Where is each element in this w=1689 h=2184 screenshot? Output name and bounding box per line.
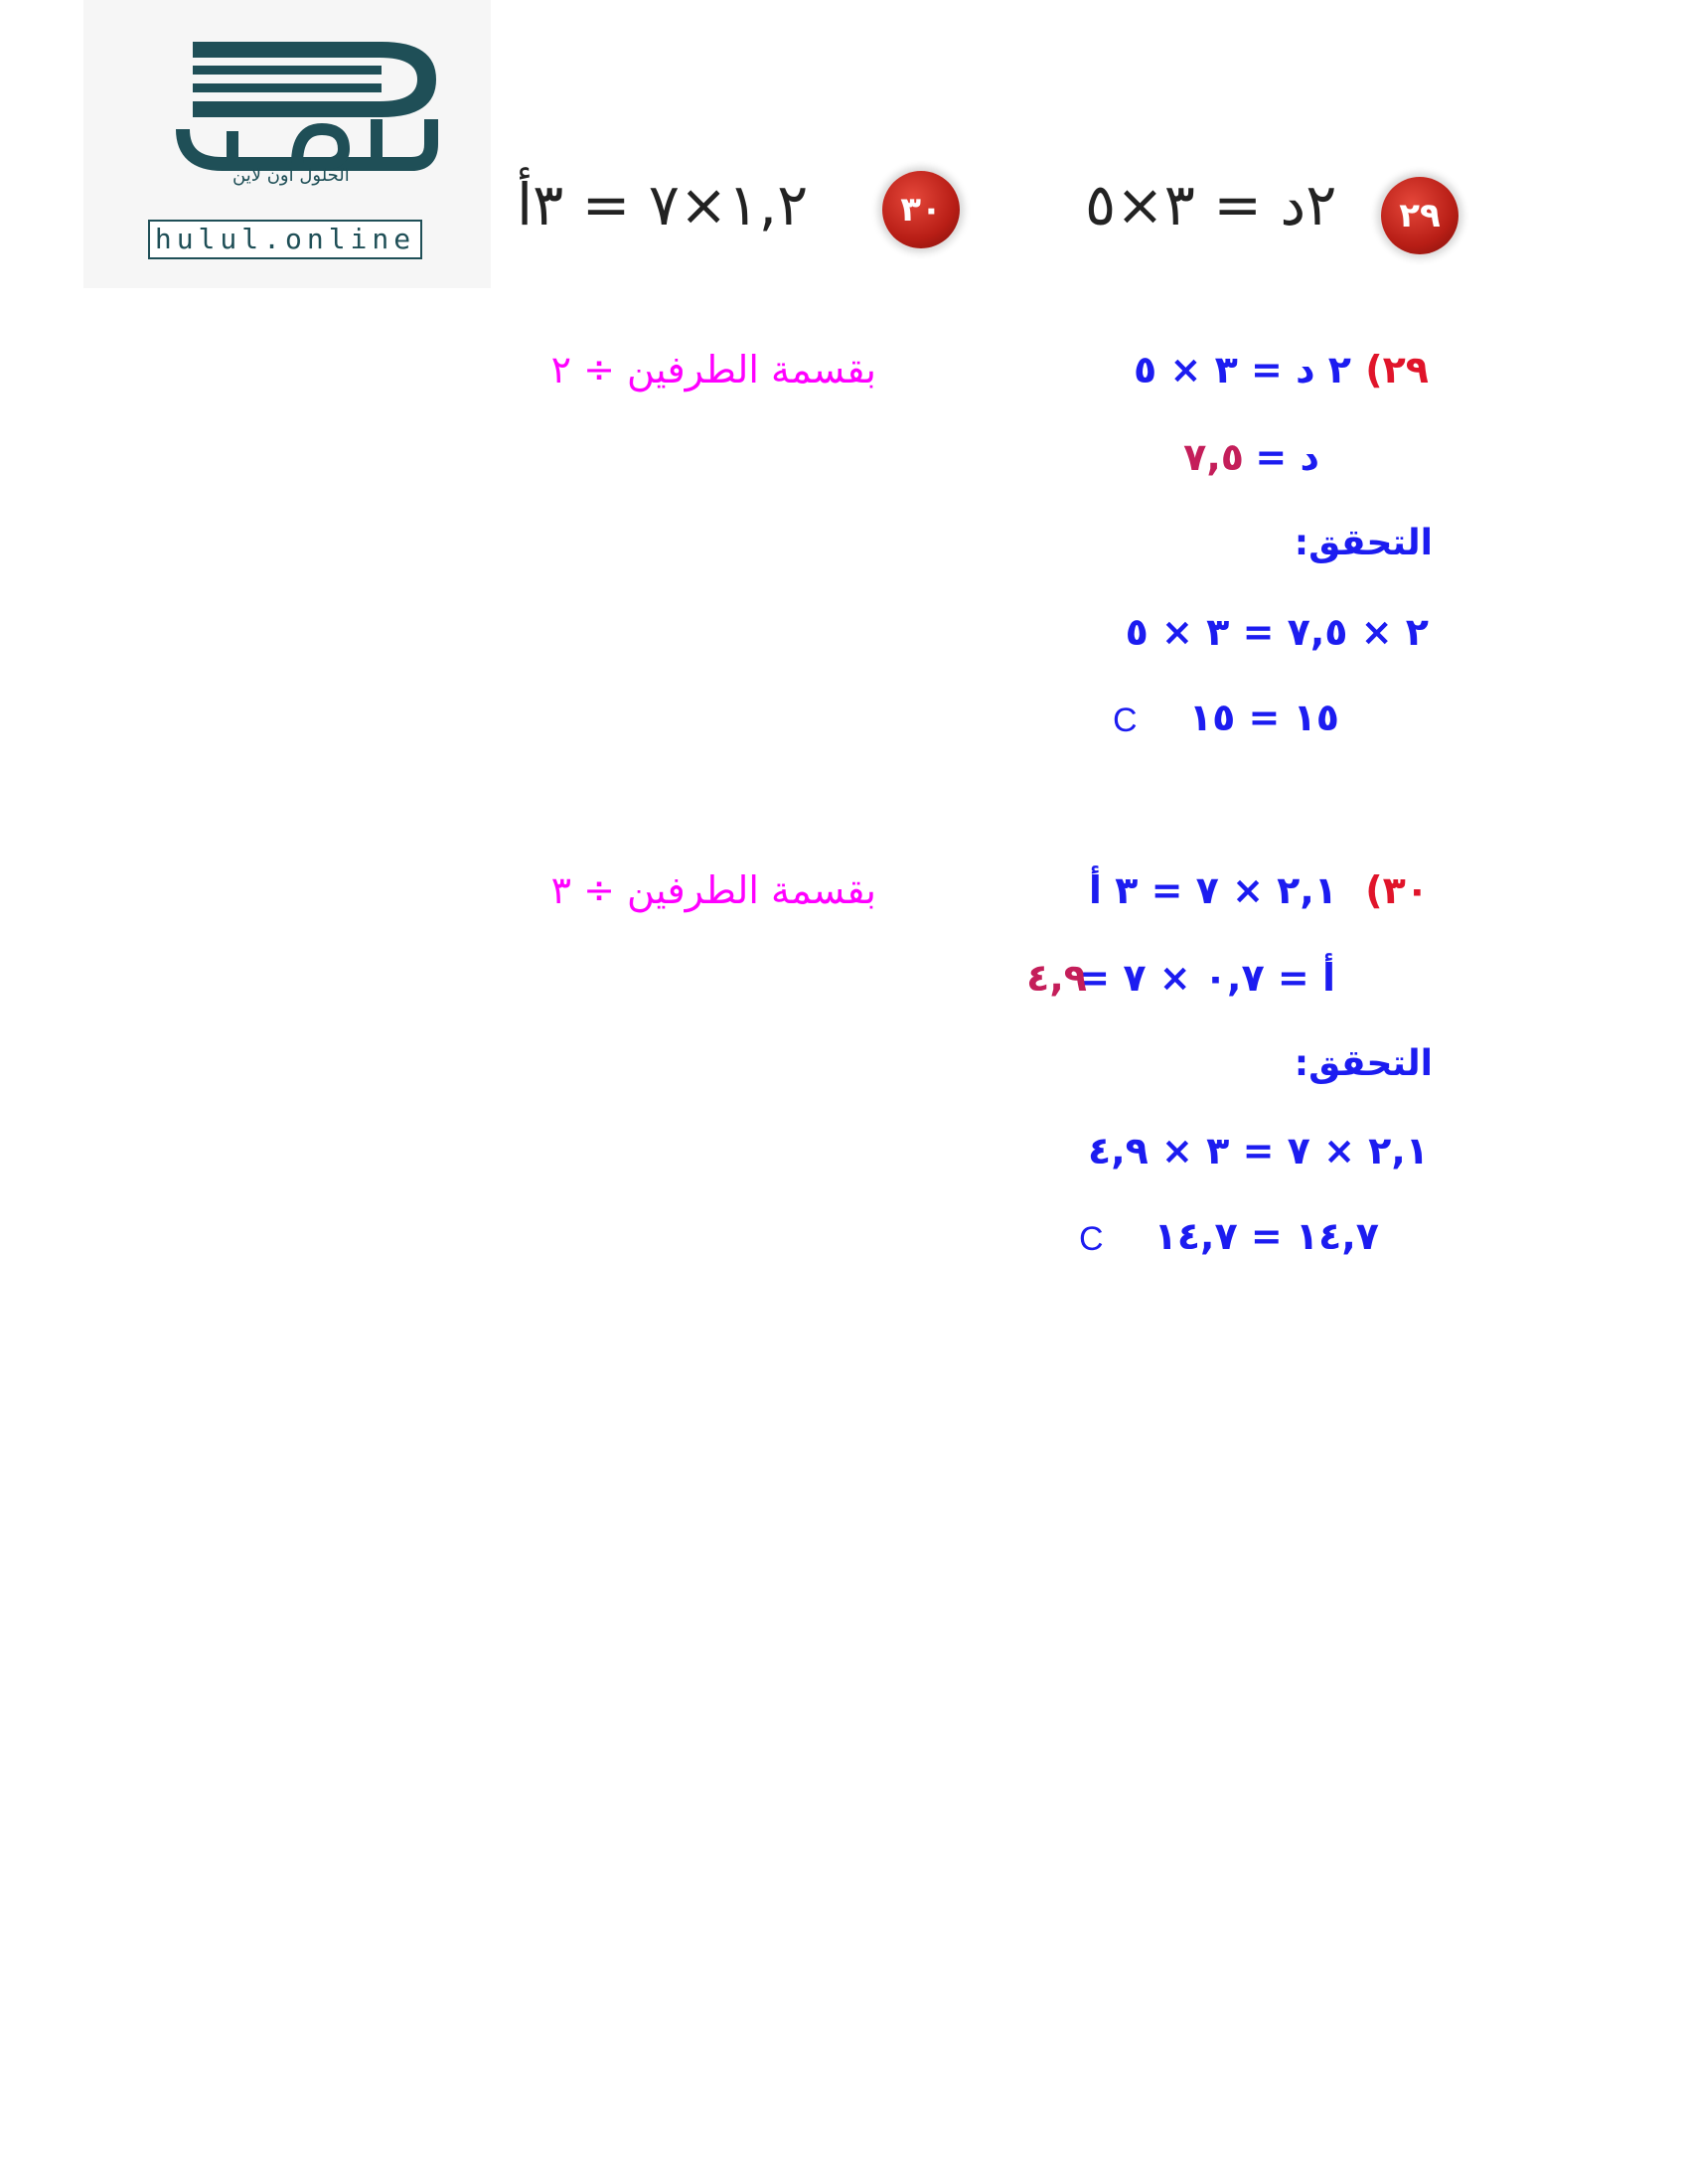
- problem-29-check-label: التحقق:: [1294, 523, 1433, 563]
- problem-30-check-label: التحقق:: [1294, 1043, 1433, 1084]
- problem-29-number: ٢٩): [1365, 348, 1429, 391]
- problem-30-result-lhs: أ = ٠,٧ × ٧ =: [1078, 956, 1335, 1000]
- badge-30: [882, 171, 960, 248]
- problem-30-check-line: ٢,١ × ٧ = ٣ × ٤,٩: [1088, 1129, 1429, 1172]
- badge-29: [1381, 177, 1459, 254]
- problem-29-check-result: ١٥ = ١٥: [1188, 696, 1339, 739]
- problem-30-note: بقسمة الطرفين ÷ ٣: [550, 868, 876, 912]
- problem-30-check-mark: C: [1079, 1220, 1104, 1258]
- problem-30-check-result: ١٤,٧ = ١٤,٧: [1153, 1214, 1379, 1258]
- problem-29-check-mark: C: [1113, 702, 1138, 739]
- badge-30-label: ٣٠: [900, 190, 942, 230]
- problem-30-number: ٣٠): [1365, 868, 1429, 912]
- header-equation-29: ٢د = ٣×٥: [1085, 171, 1337, 238]
- problem-29-check-line: ٢ × ٧,٥ = ٣ × ٥: [1125, 610, 1429, 654]
- logo-site-url: hulul.online: [154, 223, 416, 255]
- problem-29-note: بقسمة الطرفين ÷ ٢: [550, 348, 876, 391]
- problem-29-equation: ٢ د = ٣ × ٥: [1134, 348, 1351, 391]
- logo-tagline: الحلول اون لاين: [232, 165, 350, 186]
- problem-30-result-value: ٤,٩: [1026, 956, 1087, 1000]
- header-equation-30: ١,٢×٧ = ٣أ: [517, 171, 809, 238]
- hulul-logo: [83, 0, 491, 288]
- problem-29-result-lhs: د =: [1255, 435, 1319, 479]
- badge-29-label: ٢٩: [1399, 196, 1441, 235]
- problem-29-result-value: ٧,٥: [1183, 435, 1244, 479]
- problem-30-equation: ٢,١ × ٧ = ٣ أ: [1088, 868, 1337, 912]
